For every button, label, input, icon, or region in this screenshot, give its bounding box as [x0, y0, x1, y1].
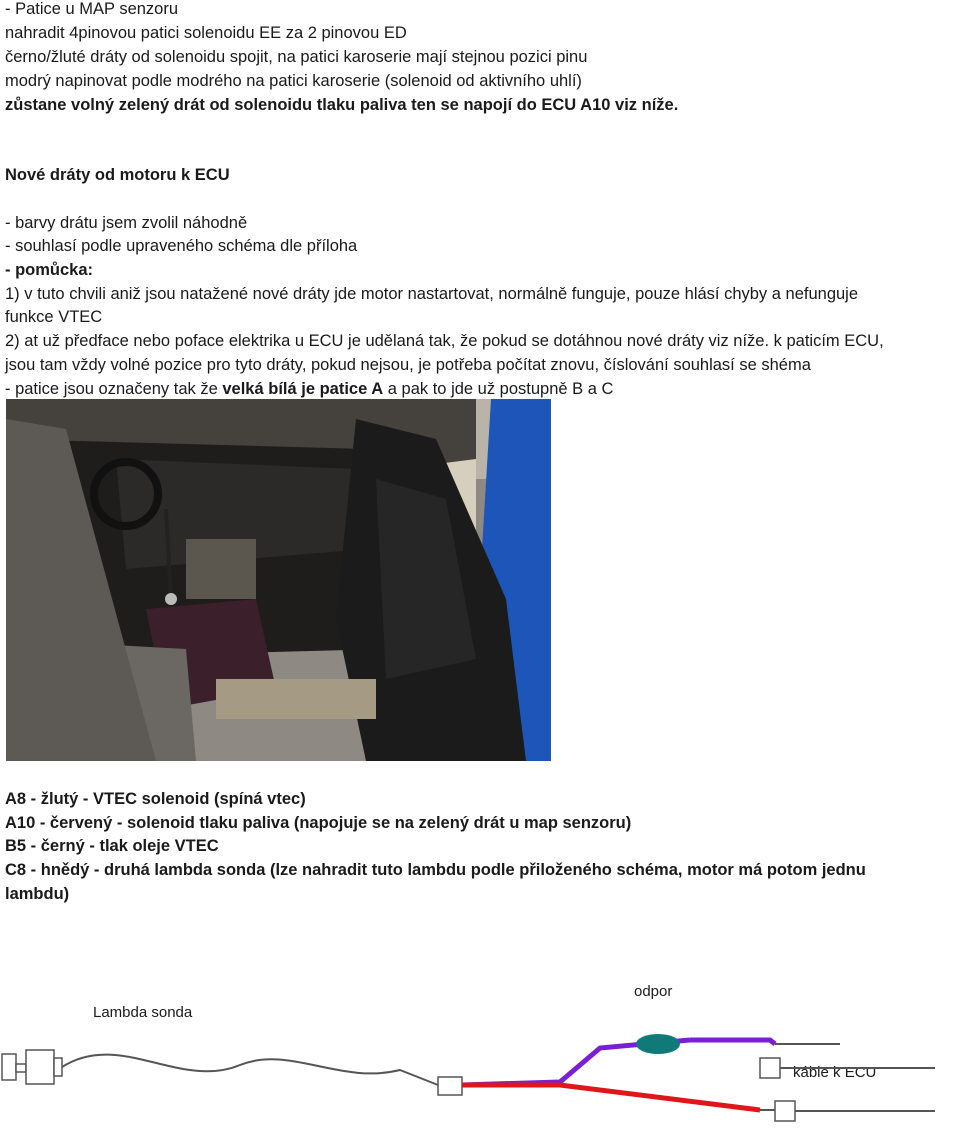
wire-a8: A8 - žlutý - VTEC solenoid (spíná vtec)	[5, 790, 306, 808]
section-line-2: - souhlasí podle upraveného schéma dle příloha	[5, 237, 358, 255]
intro-line-4: modrý napinovat podle modrého na patici karoserie (solenoid od aktivního uhlí)	[5, 72, 582, 90]
section-line-8-bold: velká bílá je patice A	[222, 380, 384, 398]
section-line-8	[5, 378, 613, 400]
lambda-wiring-diagram	[0, 970, 960, 1142]
lambda-sonda-label: Lambda sonda	[93, 1004, 193, 1021]
intro-line-2: nahradit 4pinovou patici solenoidu EE za 2 pinovou ED	[5, 24, 407, 42]
section-line-6: 2) at už předface nebo poface elektrika u ECU je udělaná tak, že pokud se dotáhnou nové dráty viz níže. k paticím ECU,	[5, 332, 884, 350]
resistor	[636, 1034, 680, 1054]
section-line-8-pre: - patice jsou označeny tak že	[5, 380, 223, 398]
car-interior-photo	[6, 399, 551, 761]
section-line-5: funkce VTEC	[5, 308, 103, 326]
wire-a10: A10 - červený - solenoid tlaku paliva (napojuje se na zelený drát u map senzoru)	[5, 814, 632, 832]
wire-c8-line-1: C8 - hnědý - druhá lambda sonda (lze nahradit tuto lambdu podle přiloženého schéma, motor má potom jednu	[5, 861, 866, 879]
section-line-4: 1) v tuto chvili aniž jsou natažené nové dráty jde motor nastartovat, normálně funguje, pouze hlásí chyby a nefunguje	[5, 285, 859, 303]
ecu-connector-bottom	[775, 1101, 935, 1121]
intro-line-1: - Patice u MAP senzoru	[5, 0, 179, 18]
wire-c8-line-2: lambdu)	[5, 885, 70, 903]
purple-wire-right	[690, 1040, 775, 1044]
section-line-3: - pomůcka:	[5, 261, 94, 279]
intro-line-5: zůstane volný zelený drát od solenoidu tlaku paliva ten se napojí do ECU A10 viz níže.	[5, 96, 679, 114]
sensor-connector	[438, 1077, 462, 1095]
section-line-8-post: a pak to jde už postupně B a C	[383, 380, 614, 398]
intro-line-3: černo/žluté dráty od solenoidu spojit, na patici karoserie mají stejnou pozici pinu	[5, 48, 588, 66]
section-heading: Nové dráty od motoru k ECU	[5, 166, 230, 184]
odpor-label: odpor	[634, 983, 673, 1000]
section-line-7: jsou tam vždy volné pozice pro tyto dráty, pokud nejsou, je potřeba počítat znovu, číslování souhlasí se shéma	[5, 356, 811, 374]
section-line-1: - barvy drátu jsem zvolil náhodně	[5, 214, 248, 232]
red-wire	[462, 1085, 760, 1110]
lambda-sensor	[2, 1050, 62, 1084]
sensor-cable	[62, 1055, 438, 1085]
wire-b5: B5 - černý - tlak oleje VTEC	[5, 837, 219, 855]
cable-ecu-label: káble k ECU	[793, 1064, 877, 1081]
